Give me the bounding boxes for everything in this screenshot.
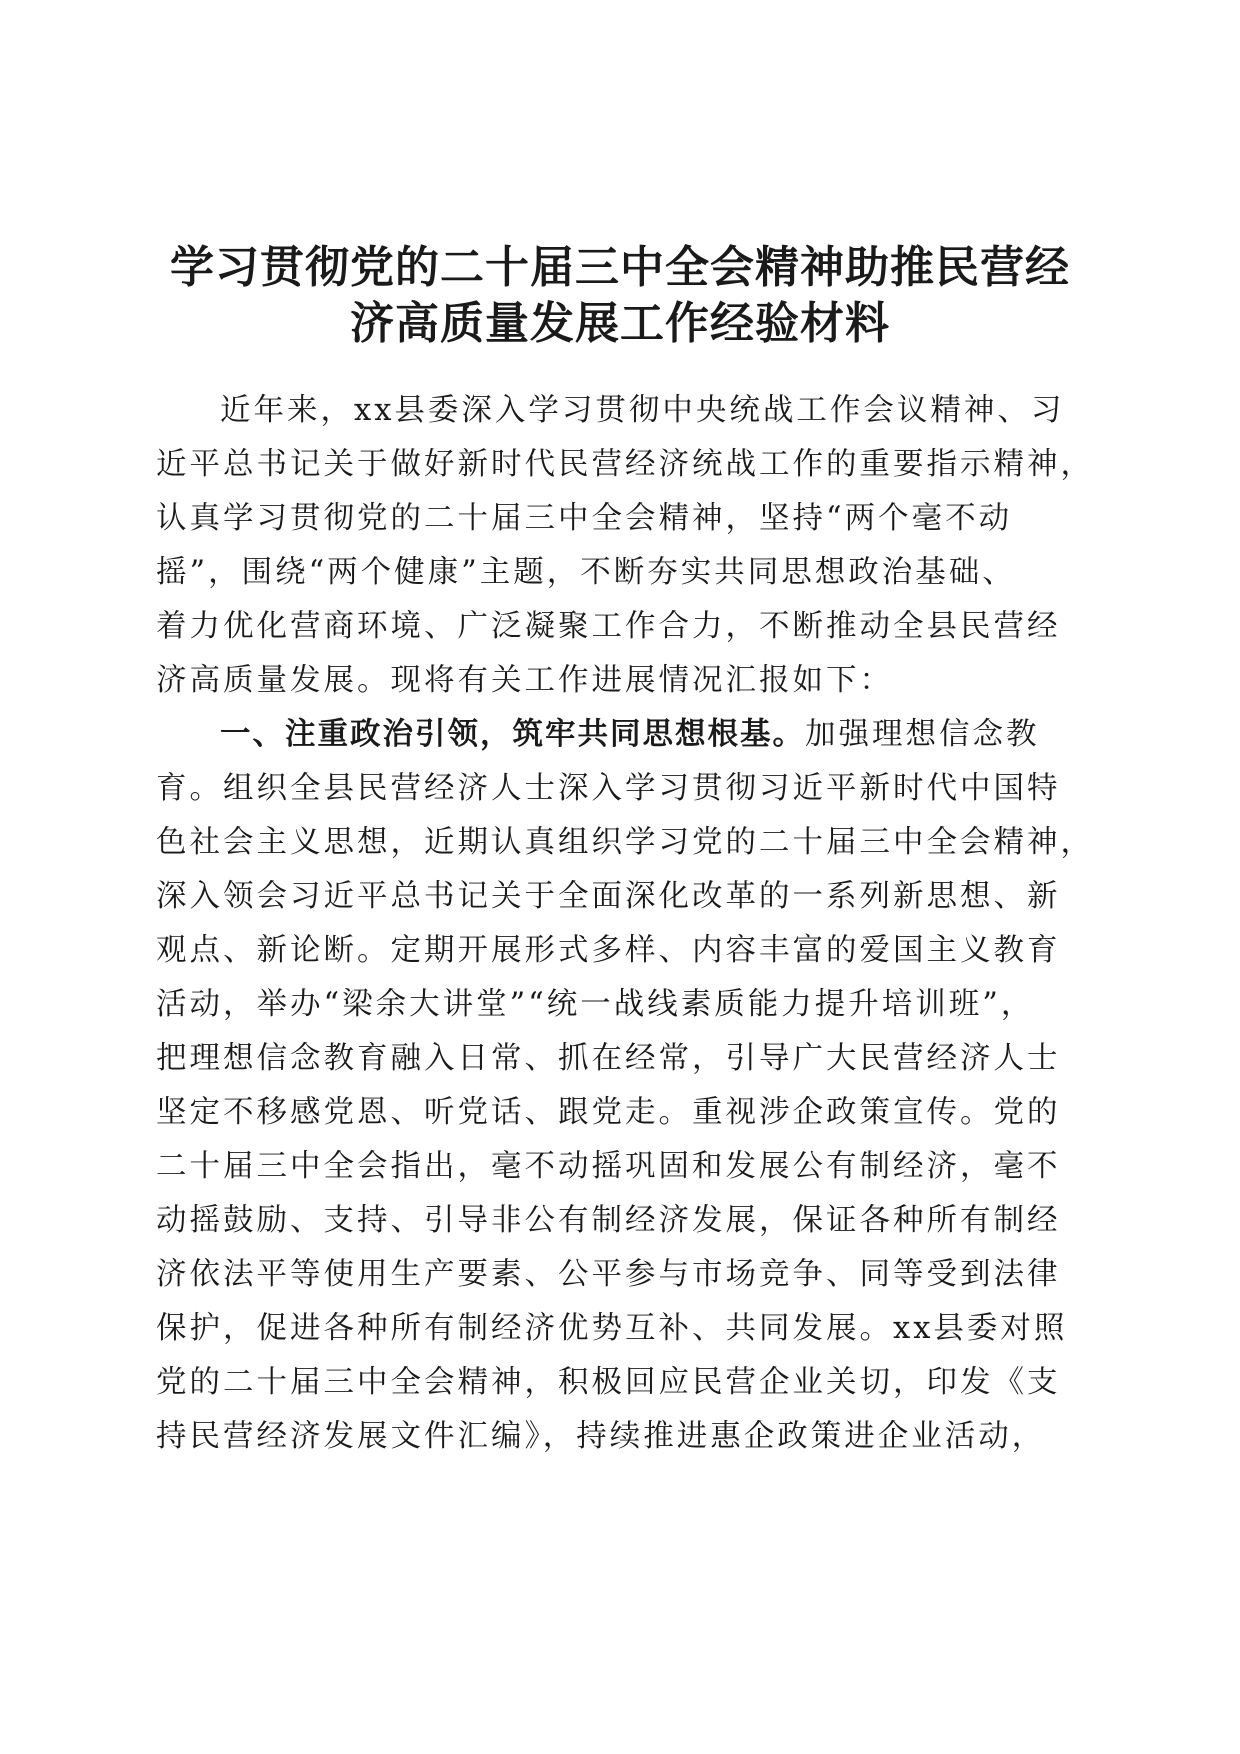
section-1-line: 动摇鼓励、支持、引导非公有制经济发展，保证各种所有制经: [156, 1203, 1061, 1238]
section-1-line: 育。组织全县民营经济人士深入学习贯彻习近平新时代中国特: [156, 771, 1061, 806]
section-1-line: 色社会主义思想，近期认真组织学习党的二十届三中全会精神，: [156, 825, 1094, 860]
intro-line: 济高质量发展。现将有关工作进展情况汇报如下：: [156, 663, 893, 698]
section-1-line: 坚定不移感党恩、听党话、跟党走。重视涉企政策宣传。党的: [156, 1095, 1061, 1130]
section-1-line: 活动，举办“梁余大讲堂”“统一战线素质能力提升培训班”，: [156, 987, 1035, 1022]
intro-line: 摇”，围绕“两个健康”主题，不断夯实共同思想政治基础、: [156, 555, 1016, 590]
section-1-first-line-text: 加强理想信念教: [805, 717, 1040, 752]
section-1-line: 党的二十届三中全会精神，积极回应民营企业关切，印发《支: [156, 1365, 1061, 1400]
title-line-2: 济高质量发展工作经验材料: [350, 298, 890, 349]
title-line-1: 学习贯彻党的二十届三中全会精神助推民营经: [170, 242, 1070, 293]
document-body: [156, 384, 1094, 1464]
section-1-paragraph: [156, 708, 1094, 1464]
section-1-line: 保护，促进各种所有制经济优势互补、共同发展。xx县委对照: [156, 1311, 1068, 1346]
section-1-first-line: [156, 708, 1086, 762]
section-1-line: 济依法平等使用生产要素、公平参与市场竞争、同等受到法律: [156, 1257, 1061, 1292]
section-1-line: 把理想信念教育融入日常、抓在经常，引导广大民营经济人士: [156, 1041, 1061, 1076]
document-title: [140, 240, 1100, 352]
section-1-line: 观点、新论断。定期开展形式多样、内容丰富的爱国主义教育: [156, 933, 1061, 968]
intro-paragraph: [156, 384, 1094, 708]
intro-line: 近年来，xx县委深入学习贯彻中央统战工作会议精神、习: [220, 393, 1065, 428]
intro-line: 近平总书记关于做好新时代民营经济统战工作的重要指示精神，: [156, 447, 1094, 482]
intro-line: 认真学习贯彻党的二十届三中全会精神，坚持“两个毫不动: [156, 501, 1013, 536]
section-1-line: 深入领会习近平总书记关于全面深化改革的一系列新思想、新: [156, 879, 1061, 914]
section-1-line: 二十届三中全会指出，毫不动摇巩固和发展公有制经济，毫不: [156, 1149, 1061, 1184]
intro-line: 着力优化营商环境、广泛凝聚工作合力，不断推动全县民营经: [156, 609, 1061, 644]
section-1-heading: 一、注重政治引领，筑牢共同思想根基。: [220, 717, 805, 752]
section-1-line: 持民营经济发展文件汇编》，持续推进惠企政策进企业活动，: [156, 1419, 1046, 1454]
